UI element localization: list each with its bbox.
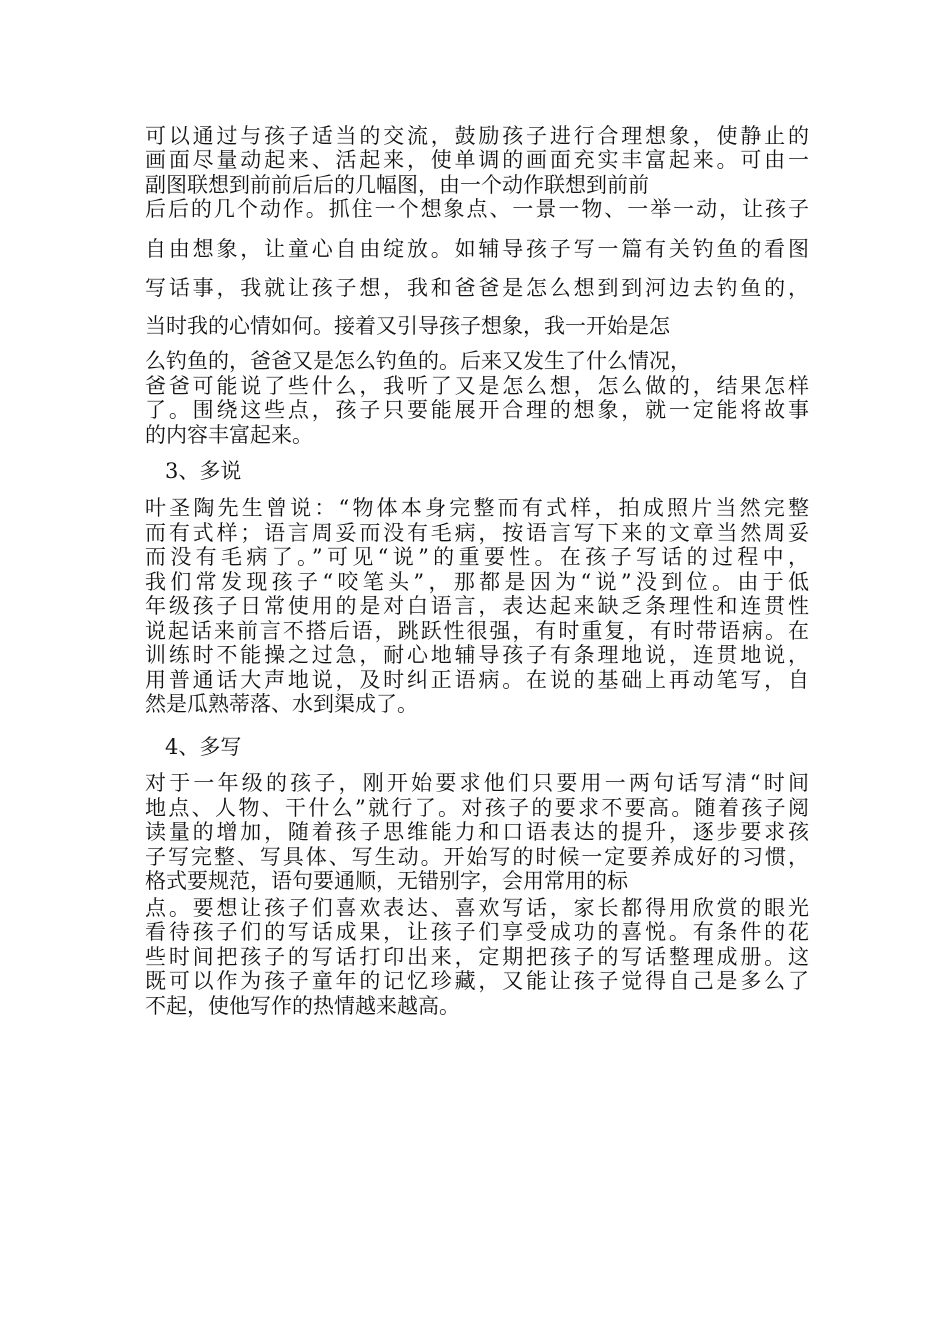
text-line: 些时间把孩子的写话打印出来，定期把孩子的写话整理成册。这 <box>145 945 809 969</box>
text-line: 地点、人物、干什么”就行了。对孩子的要求不要高。随着孩子阅 <box>145 796 809 820</box>
text-line: 画面尽量动起来、活起来，使单调的画面充实丰富起来。可由一 <box>145 148 809 172</box>
text-line: 而没有毛病了。”可见“说”的重要性。在孩子写话的过程中， <box>145 545 809 569</box>
text-line: 当时我的心情如何。接着又引导孩子想象，我一开始是怎 <box>145 314 670 338</box>
text-line: 格式要规范，语句要通顺，无错别字，会用常用的标 <box>145 869 628 893</box>
text-line: 子写完整、写具体、写生动。开始写的时候一定要养成好的习惯， <box>145 845 809 869</box>
text-line: 然是瓜熟蒂落、水到渠成了。 <box>145 692 418 716</box>
text-line: 对于一年级的孩子，刚开始要求他们只要用一两句话写清“时间 <box>145 771 809 795</box>
text-line: 读量的增加，随着孩子思维能力和口语表达的提升，逐步要求孩 <box>145 820 809 844</box>
section-heading-write: 4、多写 <box>165 735 242 759</box>
text-line: 么钓鱼的，爸爸又是怎么钓鱼的。后来又发生了什么情况， <box>145 349 691 373</box>
text-line: 不起，使他写作的热情越来越高。 <box>145 994 460 1018</box>
text-line: 副图联想到前前后后的几幅图，由一个动作联想到前前 <box>145 173 649 197</box>
text-line: 而有式样；语言周妥而没有毛病，按语言写下来的文章当然周妥 <box>145 521 809 545</box>
text-line: 训练时不能操之过急，耐心地辅导孩子有条理地说，连贯地说， <box>145 643 809 667</box>
text-line: 说起话来前言不搭后语，跳跃性很强，有时重复，有时带语病。在 <box>145 619 809 643</box>
text-line: 自由想象，让童心自由绽放。如辅导孩子写一篇有关钓鱼的看图 <box>145 237 809 261</box>
text-line: 了。围绕这些点，孩子只要能展开合理的想象，就一定能将故事 <box>145 398 809 422</box>
text-line: 叶圣陶先生曾说：“物体本身完整而有式样，拍成照片当然完整 <box>145 496 809 520</box>
text-line: 爸爸可能说了些什么，我听了又是怎么想，怎么做的，结果怎样 <box>145 374 809 398</box>
text-line: 写话事，我就让孩子想，我和爸爸是怎么想到到河边去钓鱼的， <box>145 276 809 300</box>
text-line: 既可以作为孩子童年的记忆珍藏，又能让孩子觉得自己是多么了 <box>145 969 809 993</box>
text-line: 用普通话大声地说，及时纠正语病。在说的基础上再动笔写，自 <box>145 668 809 692</box>
text-line: 点。要想让孩子们喜欢表达、喜欢写话，家长都得用欣赏的眼光 <box>145 896 809 920</box>
text-line: 后后的几个动作。抓住一个想象点、一景一物、一举一动，让孩子 <box>145 197 809 221</box>
section-heading-speak: 3、多说 <box>165 459 242 483</box>
text-line: 我们常发现孩子“咬笔头”，那都是因为“说”没到位。由于低 <box>145 570 809 594</box>
text-line: 看待孩子们的写话成果，让孩子们享受成功的喜悦。有条件的花 <box>145 920 809 944</box>
text-line: 年级孩子日常使用的是对白语言，表达起来缺乏条理性和连贯性 <box>145 594 809 618</box>
text-line: 可以通过与孩子适当的交流，鼓励孩子进行合理想象，使静止的 <box>145 124 809 148</box>
text-line: 的内容丰富起来。 <box>145 423 313 447</box>
